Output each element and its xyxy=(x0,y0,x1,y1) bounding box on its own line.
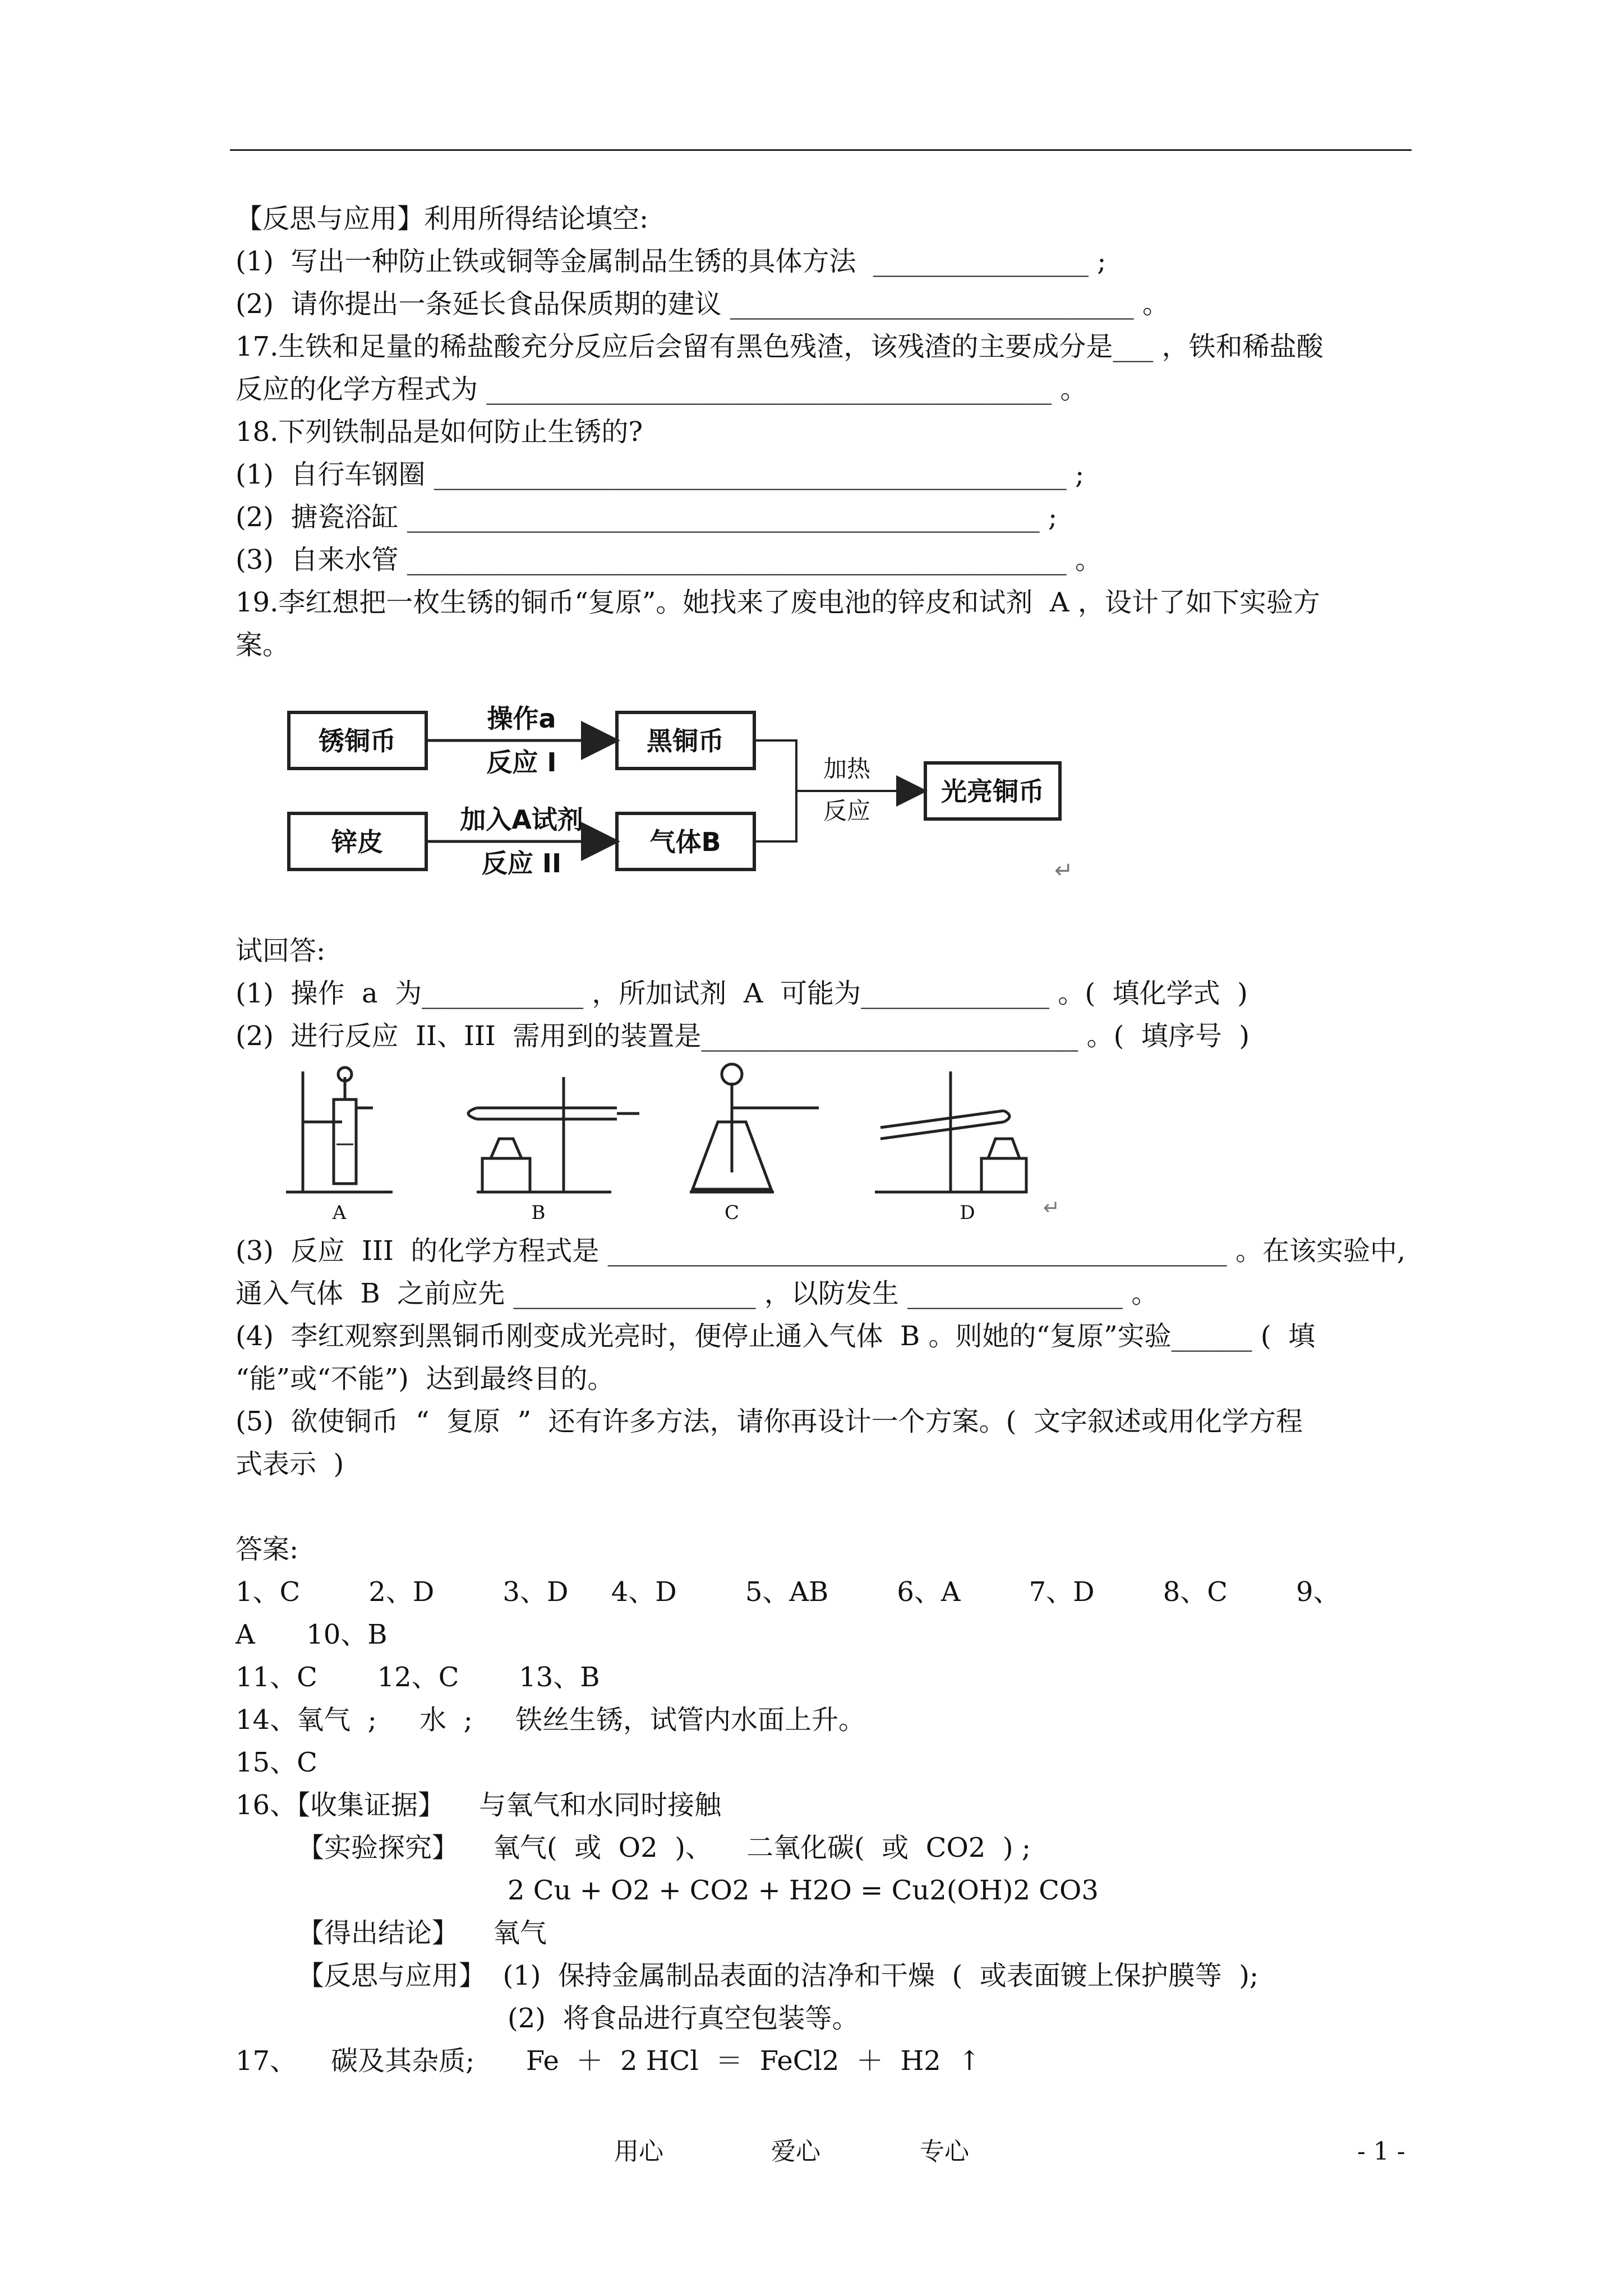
apparatus-c-drawing xyxy=(690,1064,819,1192)
reflection-heading: 【反思与应用】利用所得结论填空: xyxy=(236,203,649,234)
label-add-reagent-a: 加入A试剂 xyxy=(460,804,583,835)
apparatus-label-d: D xyxy=(960,1202,975,1224)
answer-17: 17、 碳及其杂质; Fe ＋ 2 HCl ＝ FeCl2 ＋ H2 ↑ xyxy=(236,2045,981,2077)
label-reaction-1: 反应 I xyxy=(486,747,557,777)
answer-16-reflection-2: (2) 将食品进行真空包装等。 xyxy=(508,2003,859,2034)
answer-15: 15、C xyxy=(236,1747,317,1778)
question-19-3-line2: 通入气体 B 之前应先 __________________ ，以防发生 ________________ 。 xyxy=(236,1278,1159,1309)
label-reaction-2: 反应 II xyxy=(481,848,562,878)
answers-row-3: 11、C 12、C 13、B xyxy=(236,1662,600,1693)
question-18-2: (2) 搪瓷浴缸 _______________________________________________ ; xyxy=(236,501,1058,533)
question-19-1: (1) 操作 a 为____________ ，所加试剂 A 可能为______________ 。( 填化学式 ) xyxy=(236,978,1248,1009)
answers-row-2: A 10、B xyxy=(236,1619,388,1650)
label-heat: 加热 xyxy=(823,755,871,783)
box-bright-coin-label: 光亮铜币 xyxy=(941,776,1044,807)
answer-16-evidence: 16、【收集证据】 与氧气和水同时接触 xyxy=(236,1789,722,1821)
question-16-1: (1) 写出一种防止铁或铜等金属制品生锈的具体方法 ________________ ; xyxy=(236,246,1106,277)
question-19-line1: 19.李红想把一枚生锈的铜币“复原”。她找来了废电池的锌皮和试剂 A ，设计了如下实验方 xyxy=(236,587,1320,618)
box-gas-b-label: 气体B xyxy=(649,827,721,857)
footer-middle: 爱心 xyxy=(771,2137,820,2166)
question-18-1: (1) 自行车钢圈 _______________________________________________ ; xyxy=(236,459,1085,490)
label-operation-a: 操作a xyxy=(487,703,556,734)
question-19-line2: 案。 xyxy=(236,629,290,661)
return-mark: ↵ xyxy=(1054,858,1073,884)
question-16-2: (2) 请你提出一条延长食品保质期的建议 ______________________________ 。 xyxy=(236,288,1170,320)
apparatus-label-b: B xyxy=(531,1202,546,1224)
footer-right: 专心 xyxy=(920,2137,969,2166)
return-mark-2: ↵ xyxy=(1043,1197,1061,1220)
answers-title: 答案: xyxy=(236,1534,299,1565)
label-react: 反应 xyxy=(823,797,871,825)
footer-left: 用心 xyxy=(614,2137,663,2166)
page-number: - 1 - xyxy=(1357,2137,1405,2166)
apparatus-a-drawing xyxy=(286,1068,393,1192)
copper-coin-flowchart xyxy=(280,693,1110,895)
question-17-line1: 17.生铁和足量的稀盐酸充分反应后会留有黑色残渣，该残渣的主要成分是___ ，铁和稀盐酸 xyxy=(236,331,1324,362)
answer-14: 14、氧气 ; 水 ; 铁丝生锈，试管内水面上升。 xyxy=(236,1704,866,1736)
apparatus-d-drawing xyxy=(875,1071,1026,1192)
question-19-5-line1: (5) 欲使铜币 “ 复原 ” 还有许多方法，请你再设计一个方案。( 文字叙述或用化学方程 xyxy=(236,1406,1303,1437)
answers-row-1: 1、C 2、D 3、D 4、D 5、AB 6、A 7、D 8、C 9、 xyxy=(236,1576,1340,1608)
question-19-3-line1: (3) 反应 III 的化学方程式是 ______________________________________________ 。在该实验中, xyxy=(236,1235,1406,1267)
question-19-2: (2) 进行反应 II、III 需用到的装置是____________________________ 。( 填序号 ) xyxy=(236,1020,1250,1052)
apparatus-figure xyxy=(280,1060,1071,1228)
answer-16-experiment: 【实验探究】 氧气( 或 O2 )、 二氧化碳( 或 CO2 ) ; xyxy=(297,1832,1031,1864)
apparatus-b-drawing xyxy=(468,1077,639,1192)
answer-16-conclusion: 【得出结论】 氧气 xyxy=(297,1917,547,1949)
question-18-title: 18.下列铁制品是如何防止生锈的? xyxy=(236,416,643,448)
answer-16-reflection-1: 【反思与应用】 (1) 保持金属制品表面的洁净和干燥 ( 或表面镀上保护膜等 ); xyxy=(297,1960,1259,1991)
apparatus-label-c: C xyxy=(724,1202,740,1224)
question-19-4-line2: “能”或“不能”) 达到最终目的。 xyxy=(236,1363,615,1395)
header-rule xyxy=(230,149,1412,151)
box-black-coin-label: 黑铜币 xyxy=(647,726,724,756)
answer-16-equation: 2 Cu + O2 + CO2 + H2O = Cu2(OH)2 CO3 xyxy=(508,1875,1099,1906)
join-black-to-gas xyxy=(754,740,796,841)
box-rusty-coin-label: 锈铜币 xyxy=(319,726,396,756)
question-19-5-line2: 式表示 ) xyxy=(236,1448,344,1480)
question-17-line2: 反应的化学方程式为 __________________________________________ 。 xyxy=(236,374,1087,405)
answer-prompt: 试回答: xyxy=(236,935,326,967)
box-zinc-label: 锌皮 xyxy=(331,827,383,857)
question-18-3: (3) 自来水管 _________________________________________________ 。 xyxy=(236,544,1103,576)
question-19-4-line1: (4) 李红观察到黑铜币刚变成光亮时，便停止通入气体 B 。则她的“复原”实验______ ( 填 xyxy=(236,1320,1316,1352)
apparatus-label-a: A xyxy=(332,1202,347,1224)
